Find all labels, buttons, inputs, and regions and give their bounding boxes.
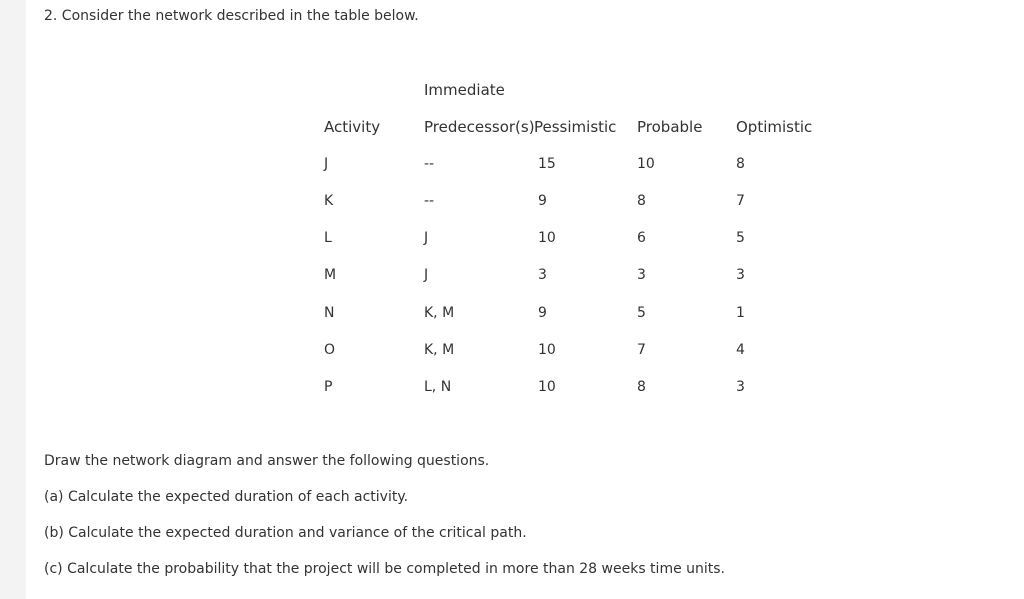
cell-pessimistic: 9 [538,193,547,209]
cell-pessimistic: 10 [538,379,556,395]
header-activity: Activity [324,118,381,136]
instruction-b: (b) Calculate the expected duration and variance of the critical path. [44,525,527,541]
cell-optimistic: 3 [736,379,745,395]
cell-predecessor: K, M [424,305,455,321]
cell-activity: M [324,267,337,283]
cell-activity: P [324,379,333,395]
cell-pessimistic: 10 [538,342,556,358]
cell-activity: J [324,156,329,172]
cell-predecessor: -- [424,156,435,172]
cell-pessimistic: 9 [538,305,547,321]
cell-optimistic: 3 [736,267,745,283]
header-immediate: Immediate [424,81,505,99]
cell-activity: O [324,342,336,358]
instruction-draw: Draw the network diagram and answer the following questions. [44,453,490,469]
cell-optimistic: 5 [736,230,745,246]
cell-probable: 8 [637,379,646,395]
cell-pessimistic: 15 [538,156,556,172]
cell-predecessor: J [424,267,429,283]
cell-probable: 5 [637,305,646,321]
cell-probable: 6 [637,230,646,246]
header-predecessors: Predecessor(s) [424,118,535,136]
cell-probable: 10 [637,156,655,172]
question-title: 2. Consider the network described in the table below. [44,8,419,24]
cell-optimistic: 7 [736,193,745,209]
instruction-c: (c) Calculate the probability that the project will be completed in more than 28 weeks time units. [44,561,726,577]
header-probable: Probable [637,118,703,136]
cell-optimistic: 8 [736,156,745,172]
cell-probable: 3 [637,267,646,283]
cell-optimistic: 4 [736,342,745,358]
cell-predecessor: -- [424,193,435,209]
header-optimistic: Optimistic [736,118,813,136]
cell-predecessor: J [424,230,429,246]
cell-predecessor: K, M [424,342,455,358]
instruction-a: (a) Calculate the expected duration of each activity. [44,489,409,505]
cell-probable: 7 [637,342,646,358]
cell-probable: 8 [637,193,646,209]
cell-optimistic: 1 [736,305,745,321]
cell-pessimistic: 10 [538,230,556,246]
cell-pessimistic: 3 [538,267,547,283]
document-page [26,0,1024,599]
cell-activity: N [324,305,335,321]
cell-activity: K [324,193,334,209]
header-pessimistic: Pessimistic [534,118,617,136]
cell-activity: L [324,230,332,246]
cell-predecessor: L, N [424,379,452,395]
